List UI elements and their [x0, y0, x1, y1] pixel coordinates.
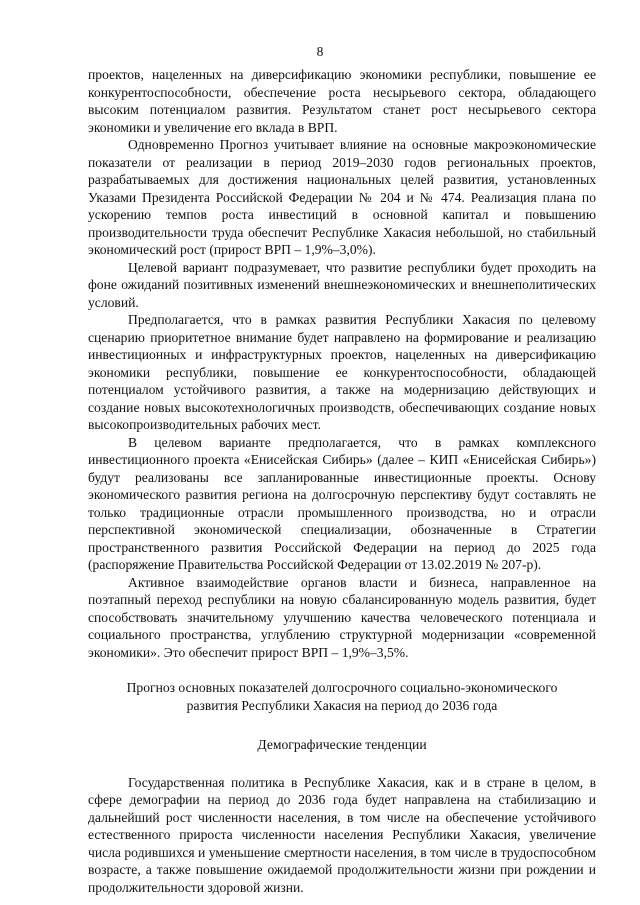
paragraph: Одновременно Прогноз учитывает влияние на основные макроэкономические показатели от реализации в период 2019–2030 годов региональных проектов, разрабатываемых для достижения национальных целей развития, установленных Указами Президента Российской Федерации № 204 и № 474. Реализация плана по ускорению темпов роста инвестиций в основной капитал и повышению производительности труда обеспечит Республике Хакасия небольшой, но стабильный экономический рост (прирост ВРП – 1,9%–3,0%).: [88, 137, 596, 257]
document-body: [88, 66, 596, 896]
paragraph: Целевой вариант подразумевает, что развитие республики будет проходить на фоне ожиданий позитивных изменений внешнеэкономических и внешнеполитических условий.: [88, 259, 596, 310]
section-title-line: развития Республики Хакасия на период до 2036 года: [186, 697, 498, 713]
paragraph: проектов, нацеленных на диверсификацию экономики республики, повышение ее конкурентоспособности, обеспечение роста несырьевого сектора, обладающего высоким потенциалом развития. Результатом станет рост несырьевого сектора экономики и увеличение его вклада в ВРП.: [88, 67, 596, 135]
paragraph: Активное взаимодействие органов власти и бизнеса, направленное на поэтапный переход республики на новую сбалансированную модель развития, будет способствовать значительному улучшению качества человеческого потенциала и социального пространства, углублению структурной модернизации «современной экономики». Это обеспечит прирост ВРП – 1,9%–3,5%.: [88, 574, 596, 660]
paragraph: В целевом варианте предполагается, что в рамках комплексного инвестиционного проекта «Енисейская Сибирь» (далее – КИП «Енисейская Сибирь») будут реализованы все запланированные инвестиционные проекты. Основу экономического развития региона на долгосрочную перспективу будут составлять не только традиционные отрасли промышленного производства, но и отрасли перспективной экономической специализации, обозначенные в Стратегии пространственного развития Российской Федерации на период до 2025 года (распоряжение Правительства Российской Федерации от 13.02.2019 № 207-р).: [88, 434, 596, 572]
paragraph: Предполагается, что в рамках развития Республики Хакасия по целевому сценарию приоритетное внимание будет направлено на формирование и реализацию инвестиционных и инфраструктурных проектов, нацеленных на диверсификацию экономики республики, повышение ее конкурентоспособности, обладающей потенциалом устойчивого развития, а также на модернизацию действующих и создание новых высокотехнологичных производств, обеспечивающих создание новых высокопроизводительных рабочих мест.: [88, 312, 596, 432]
subsection-title: Демографические тенденции: [257, 737, 427, 752]
section-title: [88, 679, 596, 714]
section-title-line: Прогноз основных показателей долгосрочного социально-экономического: [126, 680, 558, 695]
page-number: 8: [316, 44, 324, 59]
paragraph: Государственная политика в Республике Хакасия, как и в стране в целом, в сфере демографии на период до 2036 года будет направлена на стабилизацию и дальнейший рост численности населения, в том числе на обеспечение устойчивого естественного прироста численности населения Республики Хакасия, увеличение числа родившихся и уменьшение смертности населения, в том числе в трудоспособном возрасте, а также повышение ожидаемой продолжительности жизни при рождении и продолжительности здоровой жизни.: [88, 774, 596, 895]
